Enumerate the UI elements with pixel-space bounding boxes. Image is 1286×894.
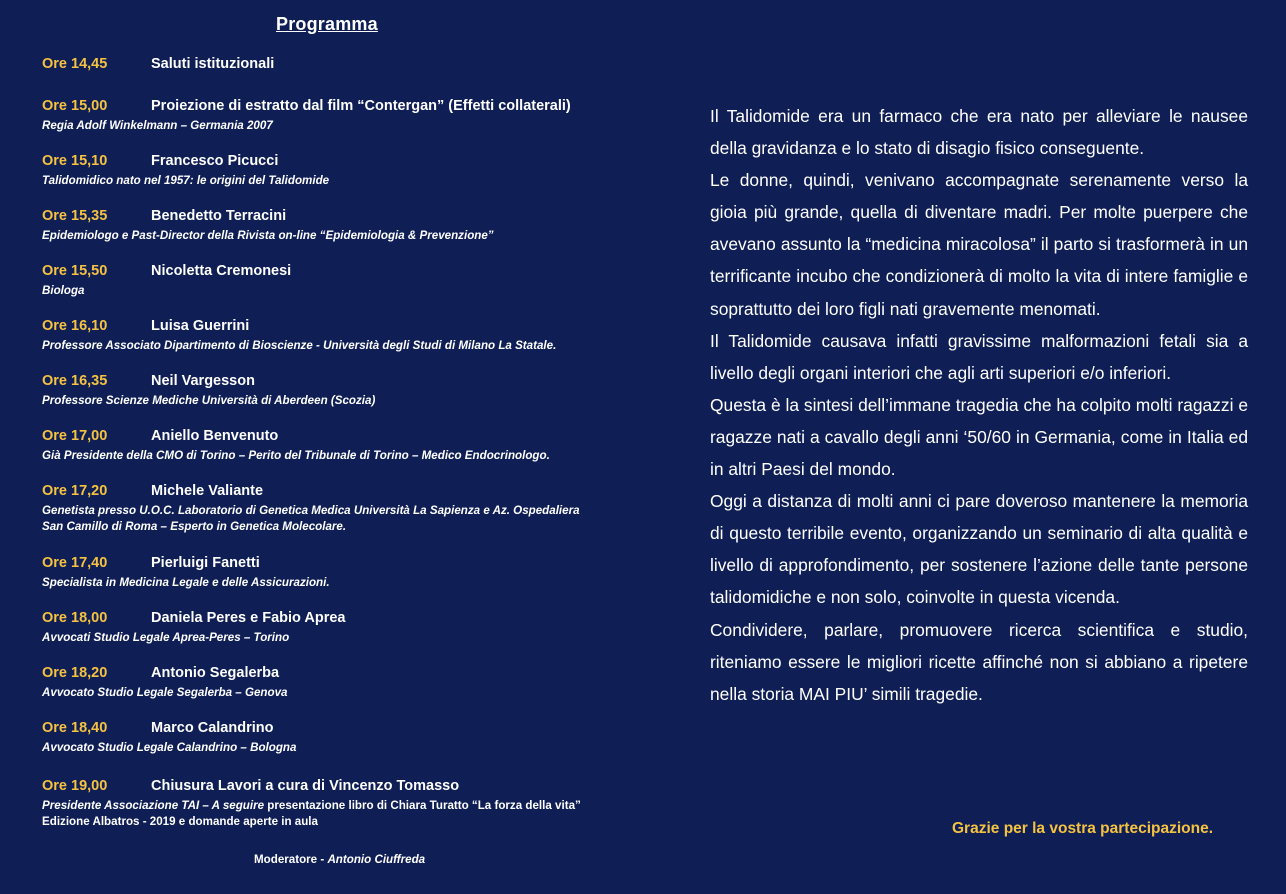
- entry-description: Già Presidente della CMO di Torino – Perito del Tribunale di Torino – Medico Endocrinologo.: [42, 449, 550, 462]
- entry-time: Ore 18,20: [42, 665, 108, 681]
- entry-speaker: Neil Vargesson: [151, 373, 255, 389]
- thanks-message: Grazie per la vostra partecipazione.: [952, 820, 1214, 837]
- entry-time: Ore 18,00: [42, 610, 108, 626]
- program-entry: [42, 56, 682, 76]
- entry-description: Specialista in Medicina Legale e delle Assicurazioni.: [42, 576, 330, 589]
- entry-time: Ore 15,00: [42, 98, 108, 114]
- entry-description: [42, 798, 682, 814]
- program-entry: [42, 428, 682, 464]
- program-entry: [42, 153, 682, 189]
- program-entry: [42, 483, 682, 535]
- entry-time: Ore 17,00: [42, 428, 108, 444]
- entry-time: Ore 15,10: [42, 153, 108, 169]
- intro-paragraph: Il Talidomide era un farmaco che era nato per alleviare le nausee della gravidanza e lo stato di disagio fisico conseguente.: [710, 106, 1248, 159]
- program-entry: [42, 778, 682, 830]
- entry-description: Professore Associato Dipartimento di Bioscienze - Università degli Studi di Milano La Statale.: [42, 339, 557, 352]
- entry-speaker: Antonio Segalerba: [151, 665, 280, 681]
- program-entry: [42, 263, 682, 299]
- intro-paragraph: Le donne, quindi, venivano accompagnate serenamente verso la gioia più grande, quella di diventare madri. Per molte puerpere che avevano assunto la “medicina miracolosa” il parto si trasformerà in un terrificante incubo che condizionerà di molto la vita di intere famiglie e soprattutto dei loro figli nati gravemente menomati.: [710, 170, 1248, 319]
- program-entry: [42, 555, 682, 591]
- entry-speaker: Saluti istituzionali: [151, 56, 275, 72]
- entry-time: Ore 16,35: [42, 373, 108, 389]
- closing-desc-edition: Edizione Albatros - 2019 e domande aperte in aula: [42, 815, 318, 828]
- moderator: [254, 853, 425, 866]
- entry-description: Professore Scienze Mediche Università di Aberdeen (Scozia): [42, 394, 376, 407]
- intro-paragraph: Oggi a distanza di molti anni ci pare doveroso mantenere la memoria di questo terribile evento, organizzando un seminario di alta qualità e livello di approfondimento, per sostenere l’azione delle tante persone talidomidiche e non solo, coinvolte in questa vicenda.: [710, 491, 1248, 608]
- program-title: Programma: [276, 14, 378, 34]
- entry-speaker: Daniela Peres e Fabio Aprea: [151, 610, 346, 626]
- entry-speaker: Michele Valiante: [151, 483, 264, 499]
- entry-description: Avvocato Studio Legale Calandrino – Bologna: [42, 741, 297, 754]
- entry-time: Ore 14,45: [42, 56, 108, 72]
- entry-time: Ore 16,10: [42, 318, 108, 334]
- program-entry: [42, 98, 682, 134]
- entry-description: Genetista presso U.O.C. Laboratorio di Genetica Medica Università La Sapienza e Az. Ospedaliera: [42, 504, 580, 517]
- entry-description: Regia Adolf Winkelmann – Germania 2007: [42, 119, 273, 132]
- entry-time: Ore 17,40: [42, 555, 108, 571]
- entry-description: Avvocati Studio Legale Aprea-Peres – Torino: [42, 631, 290, 644]
- entry-time: Ore 15,50: [42, 263, 108, 279]
- program-entry: [42, 720, 682, 756]
- entry-speaker: Proiezione di estratto dal film “Contergan” (Effetti collaterali): [151, 98, 571, 114]
- entry-description: Avvocato Studio Legale Segalerba – Genova: [42, 686, 288, 699]
- entry-speaker: Benedetto Terracini: [151, 208, 287, 224]
- moderator-name: Antonio Ciuffreda: [327, 853, 426, 866]
- program-entry: [42, 318, 682, 354]
- entry-speaker: Aniello Benvenuto: [151, 428, 279, 444]
- intro-text: [710, 100, 1248, 710]
- entry-speaker: Pierluigi Fanetti: [151, 555, 260, 571]
- intro-paragraph: Il Talidomide causava infatti gravissime malformazioni fetali sia a livello degli organi interiori che agli arti superiori e/o inferiori.: [710, 330, 1248, 383]
- entry-speaker: Francesco Picucci: [151, 153, 279, 169]
- entry-speaker: Nicoletta Cremonesi: [151, 263, 292, 279]
- entry-description: Biologa: [42, 284, 85, 297]
- moderator-label: Moderatore -: [254, 853, 328, 866]
- entry-time: Ore 17,20: [42, 483, 108, 499]
- entry-speaker: Marco Calandrino: [151, 720, 274, 736]
- entry-speaker: Chiusura Lavori a cura di Vincenzo Tomasso: [151, 778, 460, 794]
- entry-time: Ore 19,00: [42, 778, 108, 794]
- entry-description: San Camillo di Roma – Esperto in Genetica Molecolare.: [42, 520, 347, 533]
- intro-paragraph: Condividere, parlare, promuovere ricerca scientifica e studio, riteniamo essere le migliori ricette affinché non si abbiano a ripetere nella storia MAI PIU’ simili tragedie.: [710, 619, 1248, 704]
- closing-desc-italic: Presidente Associazione TAI – A seguire: [42, 799, 265, 812]
- entry-speaker: Luisa Guerrini: [151, 318, 250, 334]
- entry-time: Ore 15,35: [42, 208, 108, 224]
- program-entry: [42, 610, 682, 646]
- entry-description: Epidemiologo e Past-Director della Rivista on-line “Epidemiologia & Prevenzione”: [42, 229, 494, 242]
- closing-desc-upright: presentazione libro di Chiara Turatto “La forza della vita”: [264, 799, 581, 812]
- program-entry: [42, 208, 682, 244]
- intro-paragraph: Questa è la sintesi dell’immane tragedia che ha colpito molti ragazzi e ragazze nati a cavallo degli anni ‘50/60 in Germania, come in Italia ed in altri Paesi del mondo.: [710, 394, 1248, 480]
- entry-description: Talidomidico nato nel 1957: le origini del Talidomide: [42, 174, 330, 187]
- program-entry: [42, 665, 682, 701]
- entry-time: Ore 18,40: [42, 720, 108, 736]
- program-entry: [42, 373, 682, 409]
